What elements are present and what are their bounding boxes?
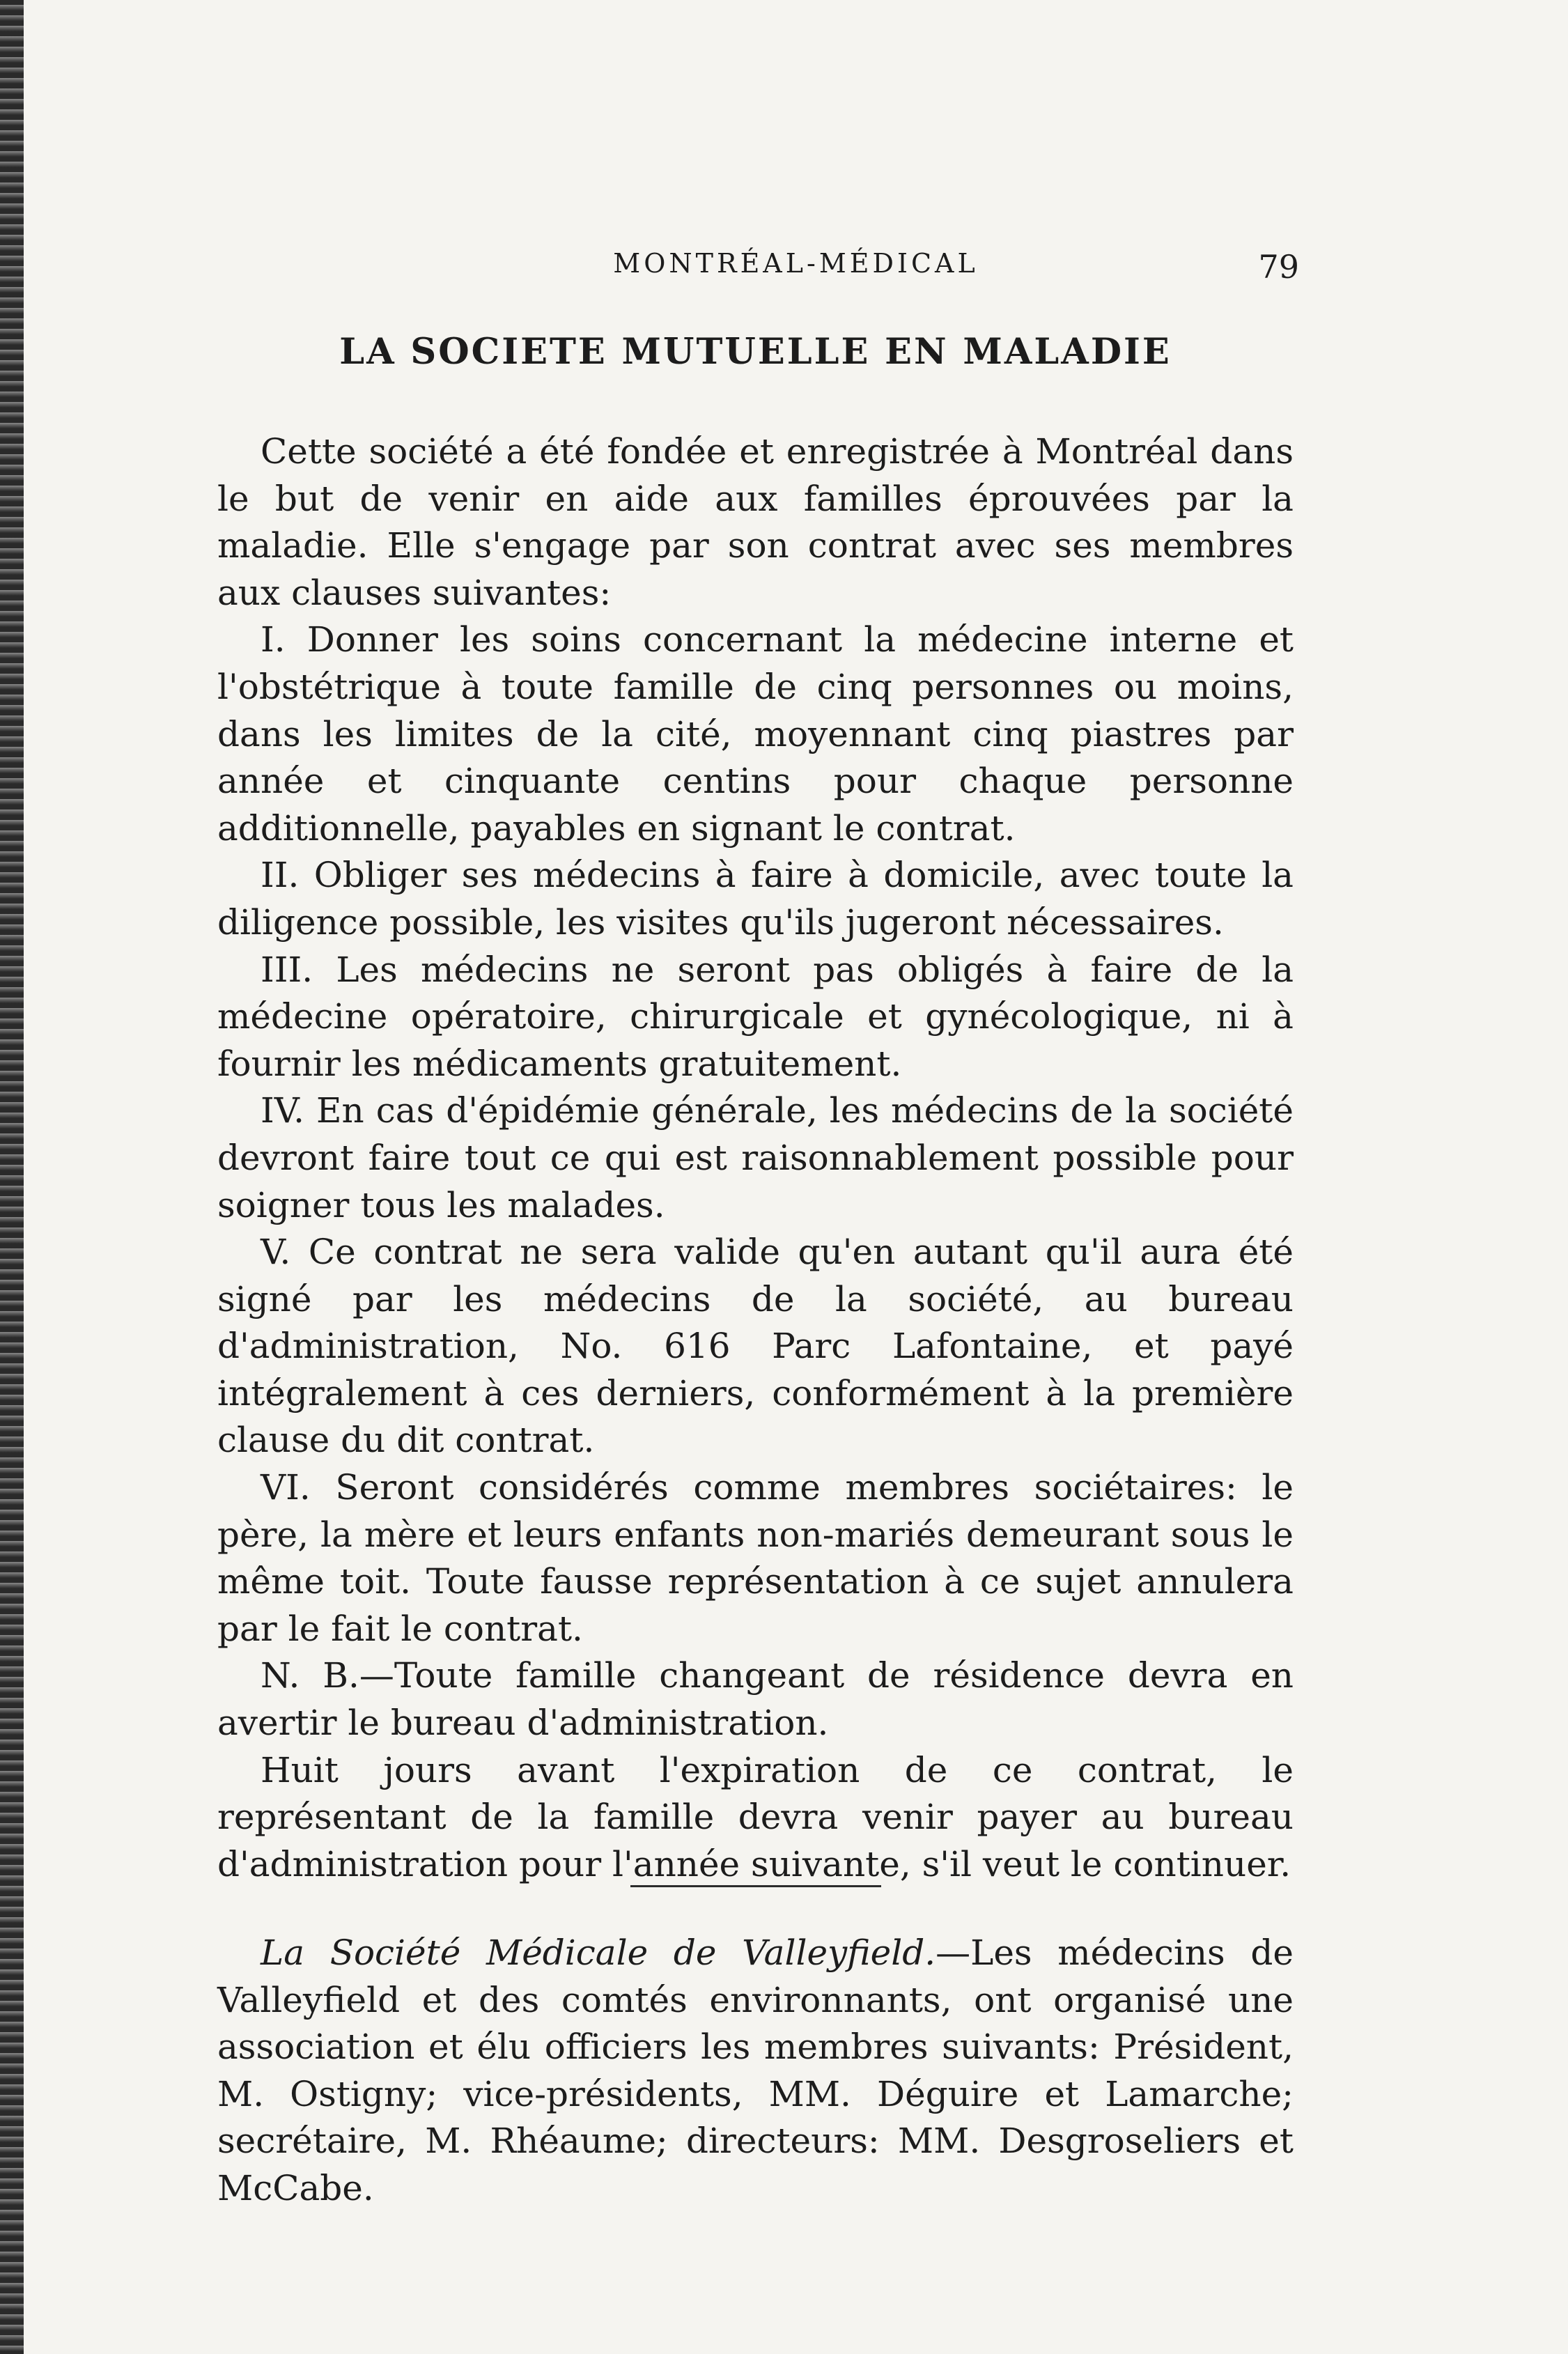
clause-v-paragraph: V. Ce contrat ne sera valide qu'en autant qu'il aura été signé par les médecins de la société, au bureau d'administration, No. 616 Parc Lafontaine, et payé intégralement à ces derniers, conformément à la première clause du dit contrat. [217,1232,1294,1461]
clause-iv-paragraph: IV. En cas d'épidémie générale, les médecins de la société devront faire tout ce qui est raisonnablement possible pour soigner tous les malades. [217,1090,1294,1225]
note-title: La Société Médicale de Valleyfield. [261,1933,936,1973]
clause-iii-paragraph: III. Les médecins ne seront pas obligés à faire de la médecine opératoire, chirurgicale et gynécologique, ni à fournir les médicaments gratuitement. [217,949,1294,1084]
page-number: 79 [1258,248,1299,286]
article-title: LA SOCIETE MUTUELLE EN MALADIE [339,331,1172,373]
renewal-paragraph: Huit jours avant l'expiration de ce contrat, le représentant de la famille devra venir payer au bureau d'administration pour l'année suivante, s'il veut le continuer. [217,1749,1294,1884]
clause-i-paragraph: I. Donner les soins concernant la médecine interne et l'obstétrique à toute famille de cinq personnes ou moins, dans les limites de la cité, moyennant cinq piastres par année et cinquante centins pour chaque personne additionnelle, payables en signant le contrat. [217,619,1294,849]
section-divider [630,1885,881,1887]
article-intro-paragraph: Cette société a été fondée et enregistrée à Montréal dans le but de venir en aide aux familles éprouvées par la maladie. Elle s'engage par son contrat avec ses membres aux clauses suivantes: [217,431,1294,613]
running-head [293,248,1299,290]
article [217,331,1294,1888]
running-title: MONTRÉAL-MÉDICAL [613,248,979,279]
binding-edge [0,0,24,2354]
note-text: —Les médecins de Valleyfield et des comtés environnants, ont organisé une association et élu officiers les membres suivants: Président, M. Ostigny; vice-présidents, MM. Déguire et Lamarche; secrétaire, M. Rhéaume; directeurs: MM. Desgroseliers et McCabe. [217,1933,1294,2208]
clause-vi-paragraph: VI. Seront considérés comme membres sociétaires: le père, la mère et leurs enfants non-mariés demeurant sous le même toit. Toute fausse représentation à ce sujet annulera par le fait le contrat. [217,1467,1294,1649]
clause-ii-paragraph: II. Obliger ses médecins à faire à domicile, avec toute la diligence possible, les visites qu'ils jugeront nécessaires. [217,855,1294,943]
valleyfield-note [217,1930,1294,2213]
nota-bene-paragraph: N. B.—Toute famille changeant de résidence devra en avertir le bureau d'administration. [217,1655,1294,1744]
